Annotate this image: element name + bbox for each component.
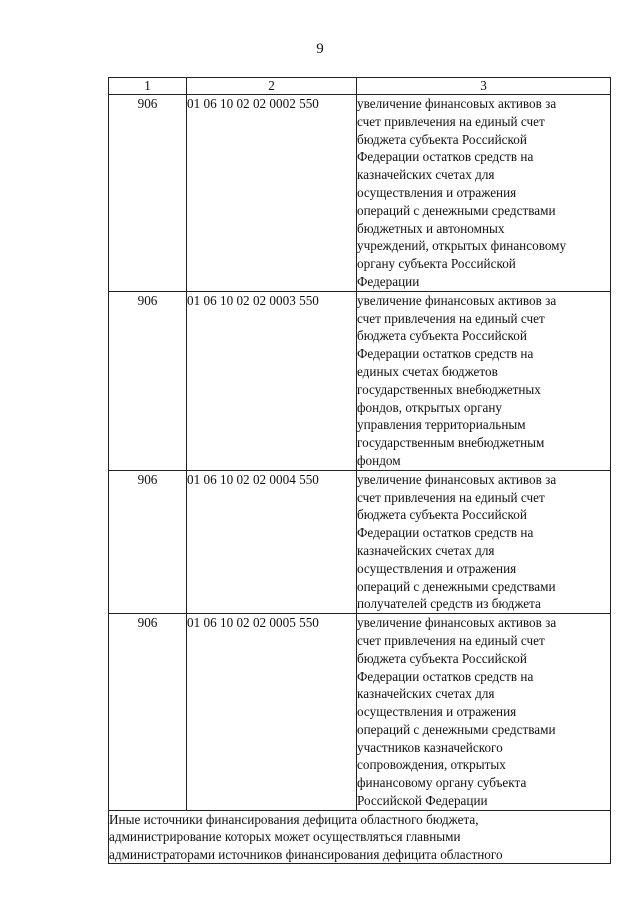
header-col-2: 2 <box>187 78 357 95</box>
description-line: казначейских счетах для <box>357 686 495 702</box>
description-cell <box>357 95 611 292</box>
description-line: осуществления и отражения <box>357 704 517 720</box>
description-line: получателей средств из бюджета <box>357 596 541 612</box>
header-col-1: 1 <box>109 78 187 95</box>
description-cell <box>357 614 611 811</box>
description-line: счет привлечения на единый счет <box>357 310 545 326</box>
description-line: казначейских счетах для <box>357 167 495 183</box>
description-line: увеличение финансовых активов за <box>357 471 557 487</box>
description-line: фондом <box>357 452 401 468</box>
description-line: государственных внебюджетных <box>357 381 541 397</box>
description-line: операций с денежными средствами <box>357 202 556 218</box>
description-line: фондов, открытых органу <box>357 399 502 415</box>
table-row <box>109 470 611 613</box>
description-line: увеличение финансовых активов за <box>357 96 557 111</box>
description-line: бюджета субъекта Российской <box>357 328 527 344</box>
description-line: бюджета субъекта Российской <box>357 131 527 147</box>
classification-code: 01 06 10 02 02 0003 550 <box>187 291 357 470</box>
description-line: операций с денежными средствами <box>357 578 556 594</box>
header-col-3: 3 <box>357 78 611 95</box>
description-line: счет привлечения на единый счет <box>357 489 545 505</box>
classification-code: 01 06 10 02 02 0005 550 <box>187 614 357 811</box>
description-line: Федерации остатков средств на <box>357 525 534 541</box>
description-line: финансовому органу субъекта <box>357 775 527 791</box>
description-line: счет привлечения на единый счет <box>357 632 545 648</box>
footer-text-cell <box>109 810 611 864</box>
description-line: Федерации остатков средств на <box>357 149 534 165</box>
description-cell <box>357 291 611 470</box>
footer-line: администраторами источников финансирования дефицита областного <box>109 846 503 862</box>
table-footer-row <box>109 810 611 864</box>
classification-code: 01 06 10 02 02 0002 550 <box>187 95 357 292</box>
description-line: Федерации <box>357 273 420 289</box>
description-line: государственным внебюджетным <box>357 435 545 451</box>
budget-sources-table <box>108 77 611 864</box>
admin-code: 906 <box>109 614 187 811</box>
description-line: осуществления и отражения <box>357 560 517 576</box>
description-line: Федерации остатков средств на <box>357 668 534 684</box>
table-row <box>109 291 611 470</box>
description-line: участников казначейского <box>357 739 503 755</box>
description-line: осуществления и отражения <box>357 184 517 200</box>
admin-code: 906 <box>109 95 187 292</box>
table-row <box>109 614 611 811</box>
description-line: бюджетных и автономных <box>357 220 505 236</box>
footer-line: администрирование которых может осуществляться главными <box>109 829 461 845</box>
description-line: бюджета субъекта Российской <box>357 650 527 666</box>
description-line: бюджета субъекта Российской <box>357 507 527 523</box>
description-line: единых счетах бюджетов <box>357 363 498 379</box>
description-line: счет привлечения на единый счет <box>357 113 545 129</box>
description-line: увеличение финансовых активов за <box>357 615 557 631</box>
description-line: операций с денежными средствами <box>357 721 556 737</box>
table-row <box>109 95 611 292</box>
description-line: сопровождения, открытых <box>357 757 506 773</box>
description-line: казначейских счетах для <box>357 542 495 558</box>
page-number: 9 <box>316 41 324 57</box>
description-line: органу субъекта Российской <box>357 256 516 272</box>
description-line: управления территориальным <box>357 417 526 433</box>
description-line: увеличение финансовых активов за <box>357 292 557 308</box>
admin-code: 906 <box>109 470 187 613</box>
classification-code: 01 06 10 02 02 0004 550 <box>187 470 357 613</box>
table-header-row <box>109 78 611 95</box>
description-line: учреждений, открытых финансовому <box>357 238 567 254</box>
footer-line: Иные источники финансирования дефицита областного бюджета, <box>109 811 479 827</box>
admin-code: 906 <box>109 291 187 470</box>
description-line: Российской Федерации <box>357 793 488 809</box>
description-cell <box>357 470 611 613</box>
description-line: Федерации остатков средств на <box>357 346 534 362</box>
